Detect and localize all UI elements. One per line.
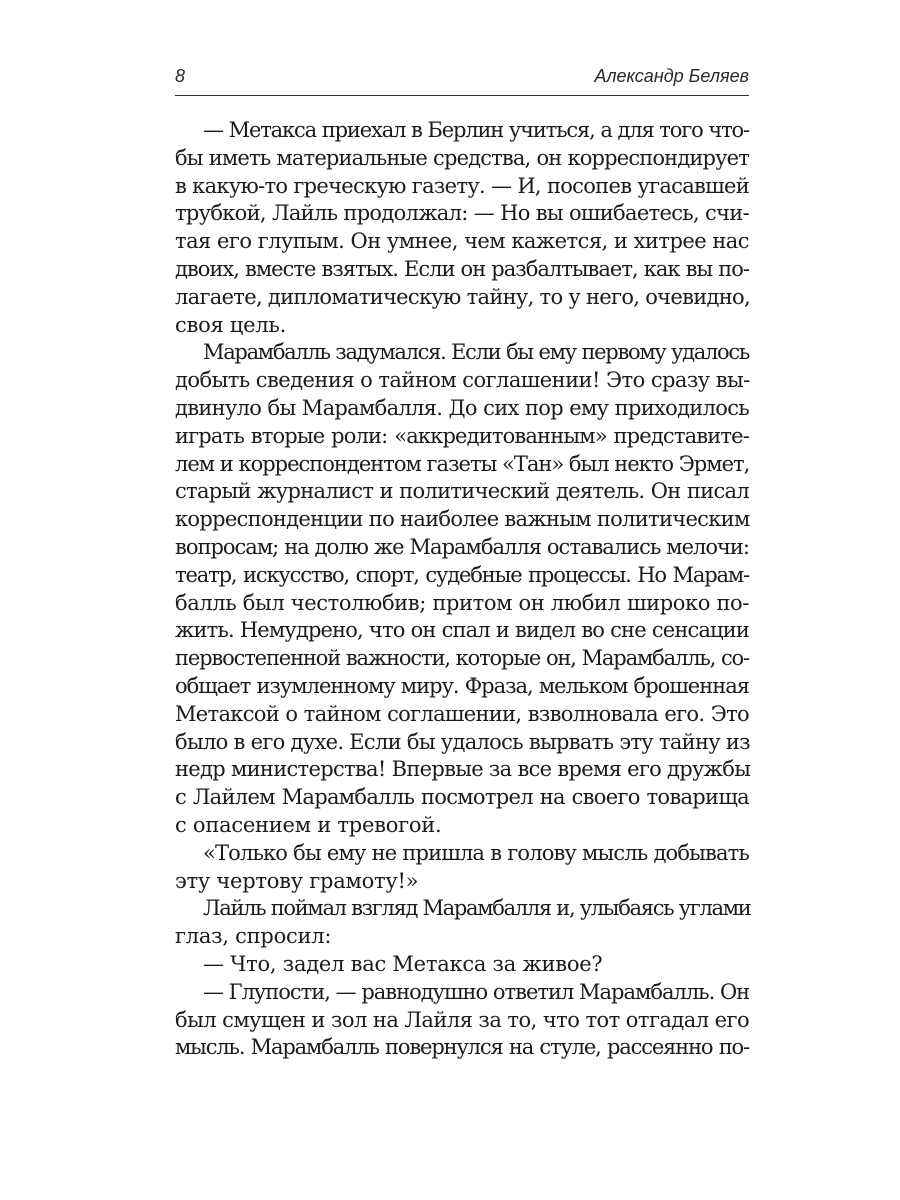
text-line: был смущен и зол на Лайля за то, что тот отгадал его <box>175 1007 750 1032</box>
text-line: жить. Немудрено, что он спал и видел во сне сенсации <box>175 618 749 643</box>
text-line: недр министерства! Впервые за все время его дружбы <box>175 757 751 782</box>
text-line: вопросам; на долю же Марамбалля оставались мелочи: <box>175 534 749 559</box>
body-text <box>175 117 749 1062</box>
text-line: — Метакса приехал в Берлин учиться, а для того что- <box>203 118 749 142</box>
text-line: бы иметь материальные средства, он корреспондирует <box>175 145 749 170</box>
text-line: с опасением и тревогой. <box>175 812 442 837</box>
text-line: первостепенной важности, которые он, Марамбалль, со- <box>175 646 749 671</box>
text-line: в какую-то греческую газету. — И, посопев угасавшей <box>175 173 749 198</box>
running-head-author: Александр Беляев <box>594 66 749 86</box>
text-line: Метаксой о тайном соглашении, взволновала его. Это <box>175 701 749 726</box>
text-line: — Глупости, — равнодушно ответил Марамбалль. Он <box>203 979 750 1004</box>
text-line: лем и корреспондентом газеты «Тан» был некто Эрмет, <box>175 451 750 476</box>
text-line: своя цель. <box>175 312 287 337</box>
running-header <box>175 66 749 92</box>
text-line: общает изумленному миру. Фраза, мельком брошенная <box>175 673 749 698</box>
text-line: играть вторые роли: «аккредитованным» представите- <box>175 423 749 448</box>
text-line: Марамбалль задумался. Если бы ему первому удалось <box>203 340 749 365</box>
text-line: трубкой, Лайль продолжал: — Но вы ошибаетесь, счи- <box>175 201 749 226</box>
text-line: театр, искусство, спорт, судебные процессы. Но Марам- <box>175 562 749 587</box>
text-line: добыть сведения о тайном соглашении! Это сразу вы- <box>175 368 750 393</box>
text-line: глаз, спросил: <box>175 924 332 949</box>
header-rule <box>175 95 749 96</box>
text-line: корреспонденции по наиболее важным политическим <box>175 507 750 532</box>
text-line: лагаете, дипломатическую тайну, то у него, очевидно, <box>175 284 750 309</box>
text-line: двинуло бы Марамбалля. До сих пор ему приходилось <box>175 395 749 420</box>
text-line: — Что, задел вас Метакса за живое? <box>203 951 603 976</box>
text-line: эту чертову грамоту!» <box>175 868 419 893</box>
text-line: балль был честолюбив; притом он любил широко по- <box>175 590 749 615</box>
text-line: старый журналист и политический деятель. Он писал <box>175 479 749 504</box>
text-line: двоих, вместе взятых. Если он разбалтывает, как вы по- <box>175 256 749 281</box>
text-line: «Только бы ему не пришла в голову мысль добывать <box>203 840 749 865</box>
text-line: с Лайлем Марамбалль посмотрел на своего товарища <box>175 785 749 810</box>
text-line: было в его духе. Если бы удалось вырвать эту тайну из <box>175 729 750 754</box>
text-line: тая его глупым. Он умнее, чем кажется, и хитрее нас <box>175 229 749 254</box>
text-line: мысль. Марамбалль повернулся на стуле, рассеянно по- <box>175 1035 749 1060</box>
text-line: Лайль поймал взгляд Марамбалля и, улыбаясь углами <box>203 896 751 921</box>
page-number: 8 <box>175 66 186 86</box>
